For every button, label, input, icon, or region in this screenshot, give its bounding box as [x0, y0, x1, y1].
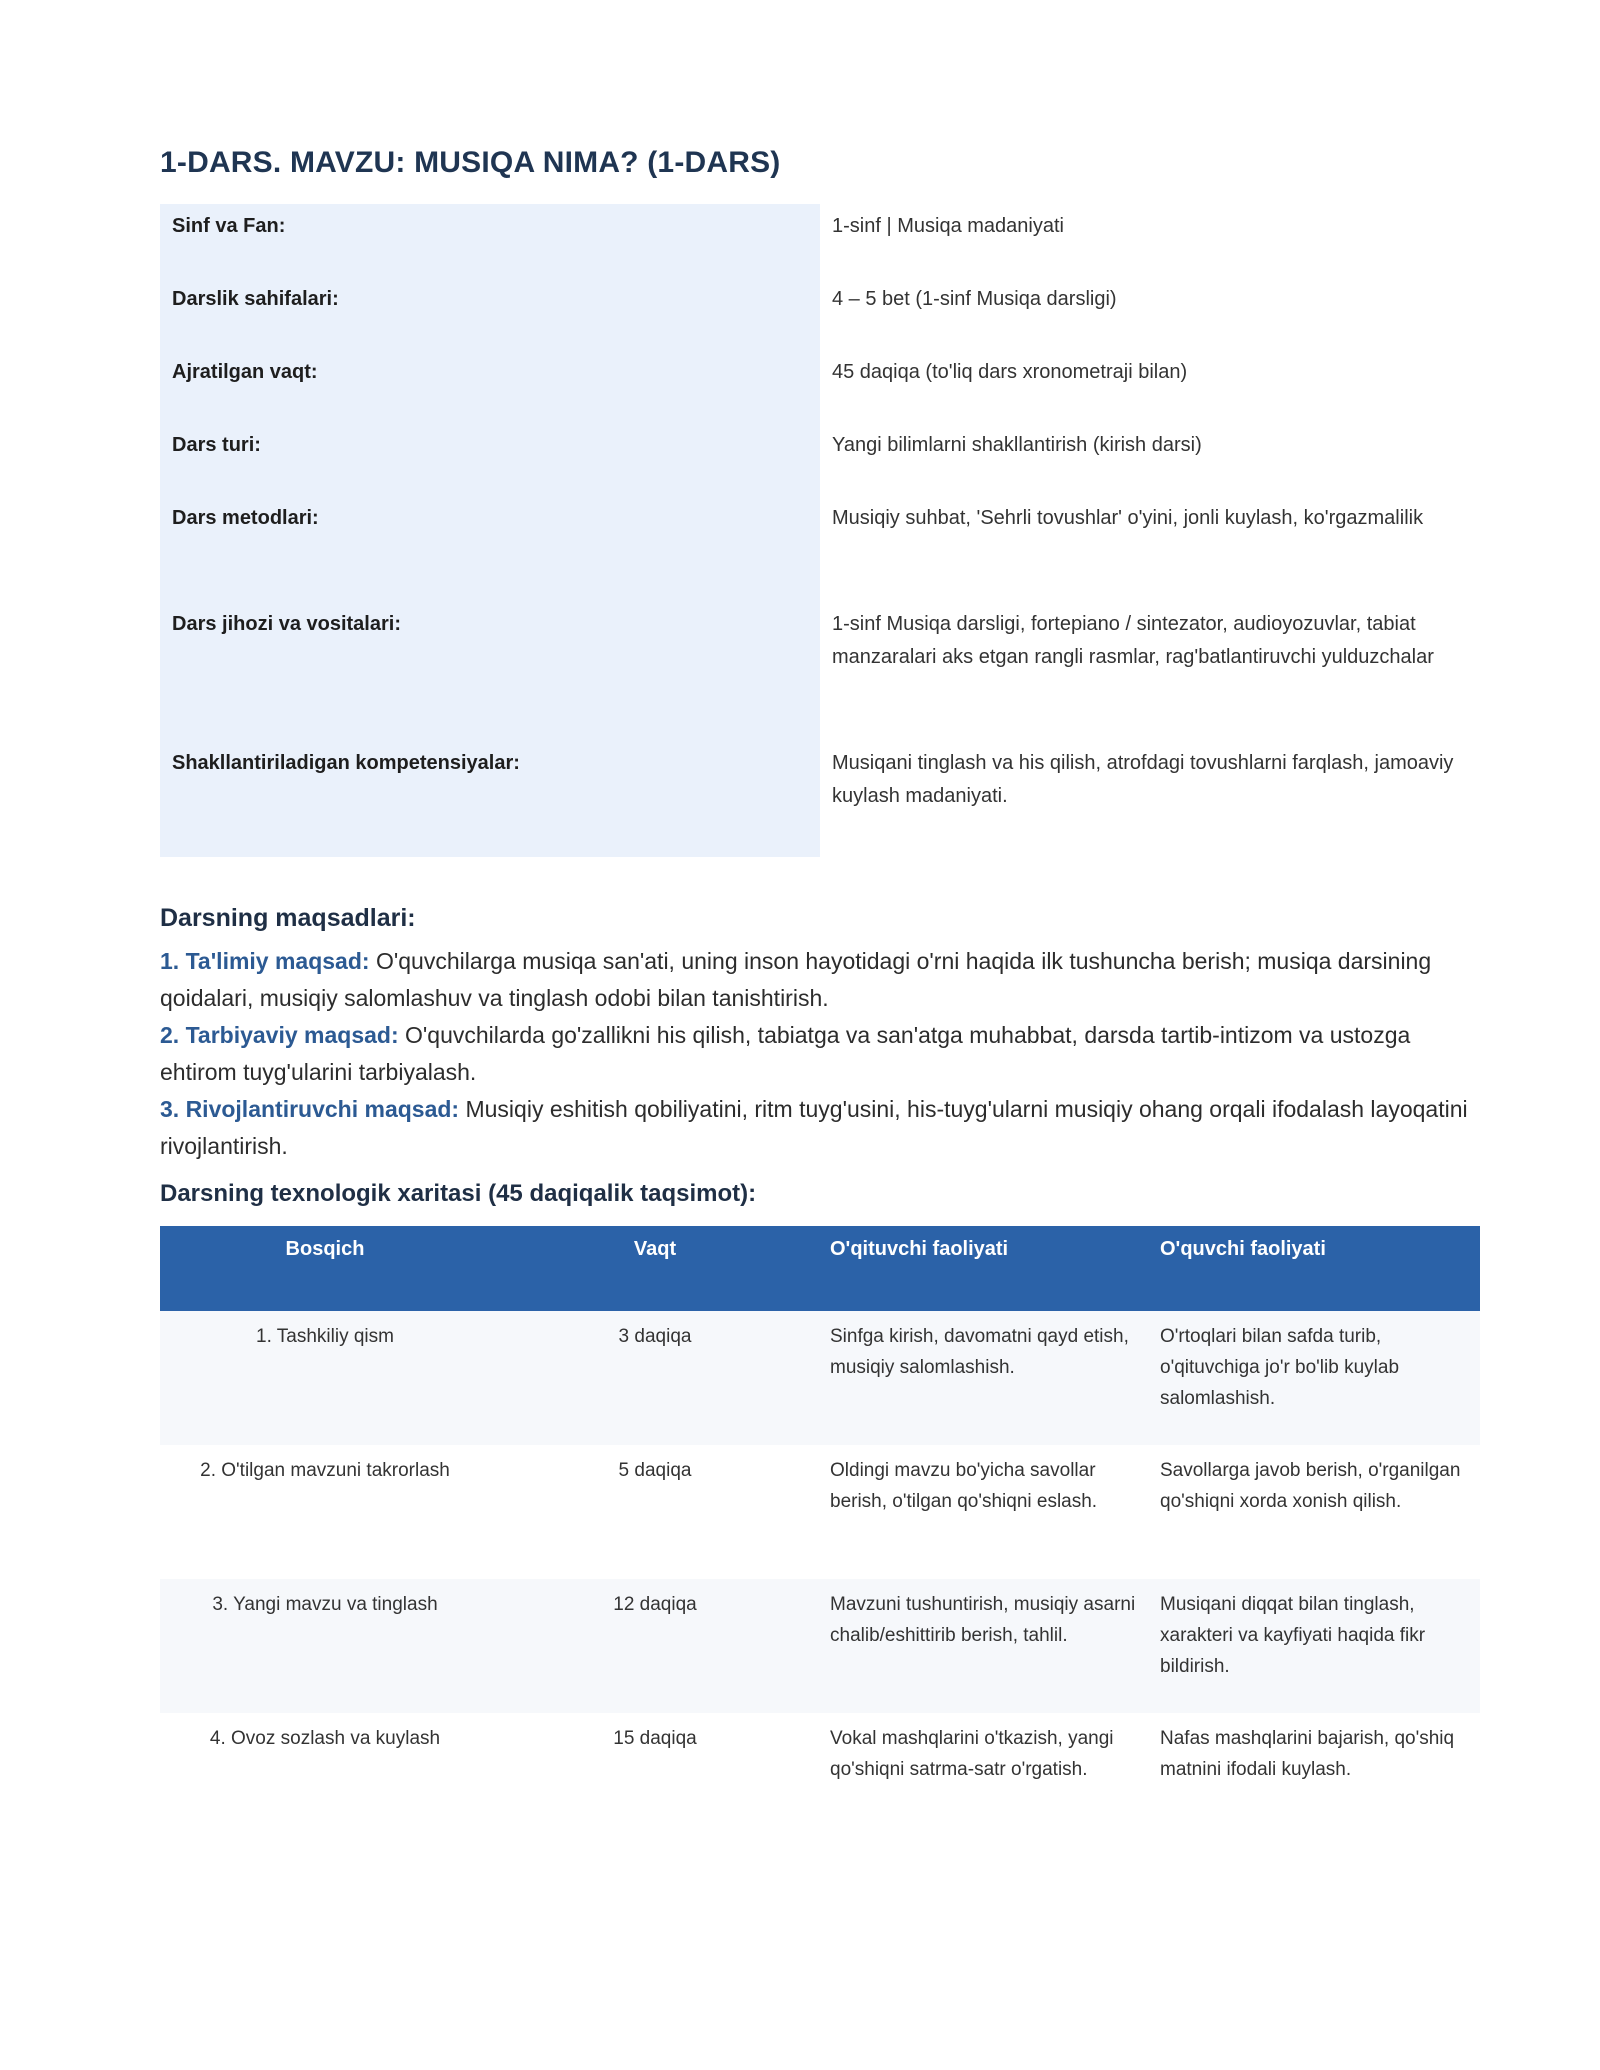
info-row-class-subject	[160, 204, 1480, 283]
student-cell: Nafas mashqlarini bajarish, qo'shiq matnini ifodali kuylash.	[1160, 1728, 1455, 1780]
lesson-info-table	[160, 204, 1480, 857]
info-row-competencies	[160, 747, 1480, 857]
info-label: Dars turi:	[160, 429, 820, 502]
info-label: Dars metodlari:	[160, 502, 820, 608]
info-label: Ajratilgan vaqt:	[160, 356, 820, 429]
table-row	[160, 1311, 1480, 1445]
info-label: Shakllantiriladigan kompetensiyalar:	[160, 747, 820, 857]
time-cell: 3 daqiqa	[490, 1311, 820, 1445]
info-row-pages	[160, 283, 1480, 356]
column-header-teacher: O'qituvchi faoliyati	[820, 1226, 1150, 1311]
info-value: Yangi bilimlarni shakllantirish (kirish darsi)	[832, 434, 1202, 456]
goal-text: O'quvchilarda go'zallikni his qilish, tabiatga va san'atga muhabbat, darsda tartib-intizom va ustozga ehtirom tuyg'ularini tarbiyalash.	[160, 1022, 1411, 1085]
info-value: Musiqani tinglash va his qilish, atrofdagi tovushlarni farqlash, jamoaviy kuylash madaniyati.	[832, 752, 1454, 807]
info-row-lesson-type	[160, 429, 1480, 502]
info-value: 1-sinf Musiqa darsligi, fortepiano / sintezator, audioyozuvlar, tabiat manzaralari aks etgan rangli rasmlar, rag'batlantiruvchi yulduzchalar	[832, 613, 1434, 668]
student-cell: Savollarga javob berish, o'rganilgan qo'shiqni xorda xonish qilish.	[1160, 1460, 1461, 1512]
table-row	[160, 1713, 1480, 1823]
teacher-cell: Sinfga kirish, davomatni qayd etish, musiqiy salomlashish.	[820, 1311, 1150, 1445]
info-row-time	[160, 356, 1480, 429]
student-cell: O'rtoqlari bilan safda turib, o'qituvchiga jo'r bo'lib kuylab salomlashish.	[1150, 1311, 1480, 1445]
info-row-equipment	[160, 608, 1480, 747]
info-label: Darslik sahifalari:	[160, 283, 820, 356]
table-row	[160, 1579, 1480, 1713]
info-value: Musiqiy suhbat, 'Sehrli tovushlar' o'yini, jonli kuylash, ko'rgazmalilik	[832, 507, 1424, 529]
table-row	[160, 1445, 1480, 1579]
goal-label: 2. Tarbiyaviy maqsad:	[160, 1022, 399, 1048]
time-cell: 15 daqiqa	[613, 1728, 697, 1749]
goal-text: O'quvchilarga musiqa san'ati, uning inson hayotidagi o'rni haqida ilk tushuncha berish; musiqa darsining qoidalari, musiqiy salomlashuv va tinglash odobi bilan tanishtirish.	[160, 948, 1432, 1011]
goals-list	[160, 943, 1490, 1165]
teacher-cell: Mavzuni tushuntirish, musiqiy asarni chalib/eshittirib berish, tahlil.	[820, 1579, 1150, 1713]
info-value: 4 – 5 bet (1-sinf Musiqa darsligi)	[832, 288, 1117, 310]
goal-item	[160, 943, 1490, 1017]
tech-map-table	[160, 1226, 1480, 1823]
goals-heading: Darsning maqsadlari:	[160, 904, 416, 932]
stage-cell: 3. Yangi mavzu va tinglash	[160, 1579, 490, 1713]
info-label: Sinf va Fan:	[160, 204, 820, 283]
goal-text: Musiqiy eshitish qobiliyatini, ritm tuyg'usini, his-tuyg'ularni musiqiy ohang orqali ifodalash layoqatini rivojlantirish.	[160, 1096, 1468, 1159]
tech-map-heading: Darsning texnologik xaritasi (45 daqiqalik taqsimot):	[160, 1180, 757, 1207]
goal-label: 1. Ta'limiy maqsad:	[160, 948, 370, 974]
column-header-student: O'quvchi faoliyati	[1150, 1226, 1480, 1311]
info-value: 45 daqiqa (to'liq dars xronometraji bilan)	[832, 361, 1188, 383]
teacher-cell: Vokal mashqlarini o'tkazish, yangi qo'shiqni satrma-satr o'rgatish.	[830, 1728, 1114, 1780]
time-cell: 12 daqiqa	[490, 1579, 820, 1713]
page-title: 1-DARS. MAVZU: MUSIQA NIMA? (1-DARS)	[160, 146, 781, 179]
goal-item	[160, 1091, 1490, 1165]
time-cell: 5 daqiqa	[618, 1460, 692, 1481]
info-label: Dars jihozi va vositalari:	[160, 608, 820, 747]
student-cell: Musiqani diqqat bilan tinglash, xarakteri va kayfiyati haqida fikr bildirish.	[1150, 1579, 1480, 1713]
column-header-stage: Bosqich	[160, 1226, 490, 1311]
stage-cell: 1. Tashkiliy qism	[160, 1311, 490, 1445]
column-header-time: Vaqt	[490, 1226, 820, 1311]
stage-cell: 2. O'tilgan mavzuni takrorlash	[200, 1460, 450, 1481]
teacher-cell: Oldingi mavzu bo'yicha savollar berish, o'tilgan qo'shiqni eslash.	[830, 1460, 1098, 1512]
stage-cell: 4. Ovoz sozlash va kuylash	[209, 1728, 441, 1749]
goal-item	[160, 1017, 1490, 1091]
goal-label: 3. Rivojlantiruvchi maqsad:	[160, 1096, 460, 1122]
info-value: 1-sinf | Musiqa madaniyati	[832, 215, 1064, 237]
info-row-methods	[160, 502, 1480, 608]
table-header-row	[160, 1226, 1480, 1311]
